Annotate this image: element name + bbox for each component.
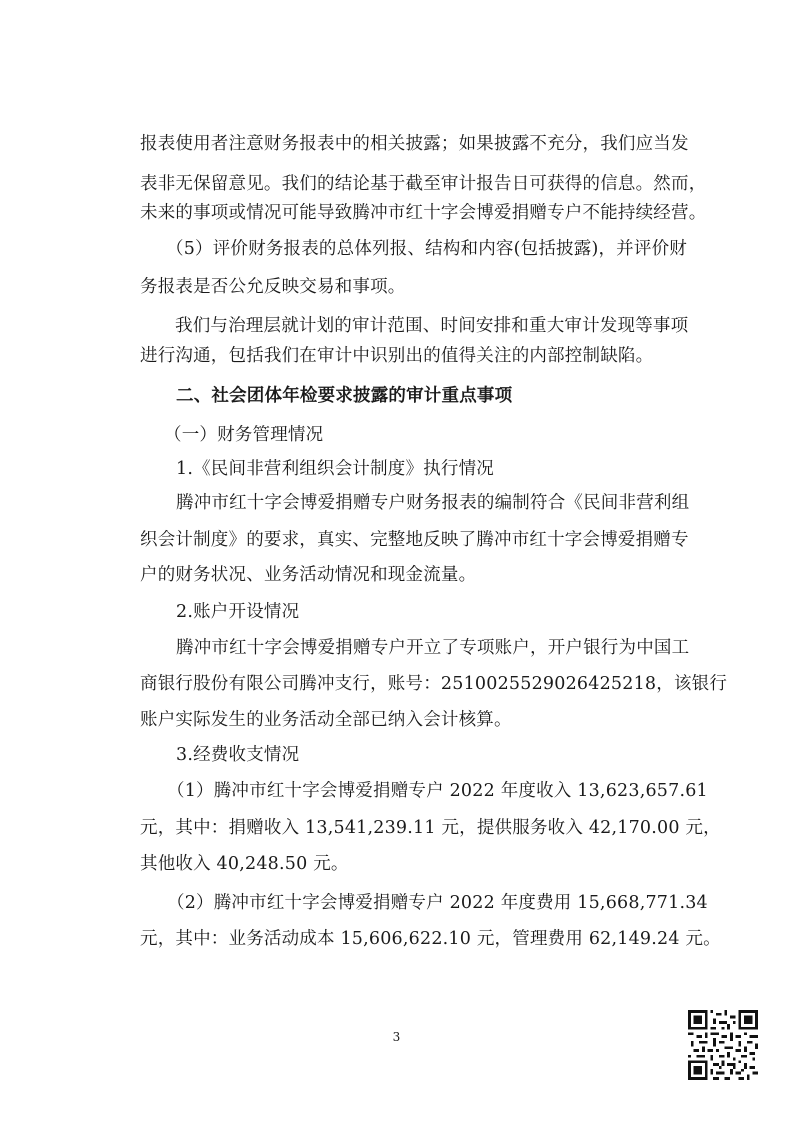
text-line: 未来的事项或情况可能导致腾冲市红十字会博爱捐赠专户不能持续经营。 xyxy=(140,203,707,223)
text-line: 元，其中：业务活动成本 15,606,622.10 元，管理费用 62,149.24 元。 xyxy=(140,929,721,949)
text-line: （2）腾冲市红十字会博爱捐赠专户 2022 年度费用 15,668,771.34 xyxy=(167,893,708,913)
text-line: 元，其中：捐赠收入 13,541,239.11 元，提供服务收入 42,170.00 元， xyxy=(140,818,721,838)
text-line: （1）腾冲市红十字会博爱捐赠专户 2022 年度收入 13,623,657.61 xyxy=(167,781,708,801)
text-line: 织会计制度》的要求，真实、完整地反映了腾冲市红十字会博爱捐赠专 xyxy=(140,530,689,550)
text-line: 腾冲市红十字会博爱捐赠专户开立了专项账户，开户银行为中国工 xyxy=(176,638,690,658)
text-line: 腾冲市红十字会博爱捐赠专户财务报表的编制符合《民间非营利组 xyxy=(176,493,690,513)
subsection-heading: （一）财务管理情况 xyxy=(164,425,324,445)
qr-code-icon xyxy=(688,1010,758,1080)
text-line: 账户实际发生的业务活动全部已纳入会计核算。 xyxy=(140,710,512,730)
text-line: 报表使用者注意财务报表中的相关披露；如果披露不充分，我们应当发 xyxy=(140,134,689,154)
text-line: 我们与治理层就计划的审计范围、时间安排和重大审计发现等事项 xyxy=(175,316,689,336)
text-line: 商银行股份有限公司腾冲支行，账号：2510025529026425218，该银行 xyxy=(140,674,728,694)
item-title: 1.《民间非营利组织会计制度》执行情况 xyxy=(176,459,494,479)
item-title: 2.账户开设情况 xyxy=(176,602,300,622)
text-line: （5）评价财务报表的总体列报、结构和内容(包括披露)，并评价财 xyxy=(166,239,687,259)
item-title: 3.经费收支情况 xyxy=(176,745,300,765)
text-line: 户的财务状况、业务活动情况和现金流量。 xyxy=(140,565,477,585)
page-number: 3 xyxy=(392,1030,401,1044)
text-line: 进行沟通，包括我们在审计中识别出的值得关注的内部控制缺陷。 xyxy=(140,346,654,366)
text-line: 其他收入 40,248.50 元。 xyxy=(140,854,349,874)
text-line: 务报表是否公允反映交易和事项。 xyxy=(140,277,406,297)
text-line: 表非无保留意见。我们的结论基于截至审计报告日可获得的信息。然而， xyxy=(140,174,707,194)
section-heading: 二、社会团体年检要求披露的审计重点事项 xyxy=(176,386,513,406)
